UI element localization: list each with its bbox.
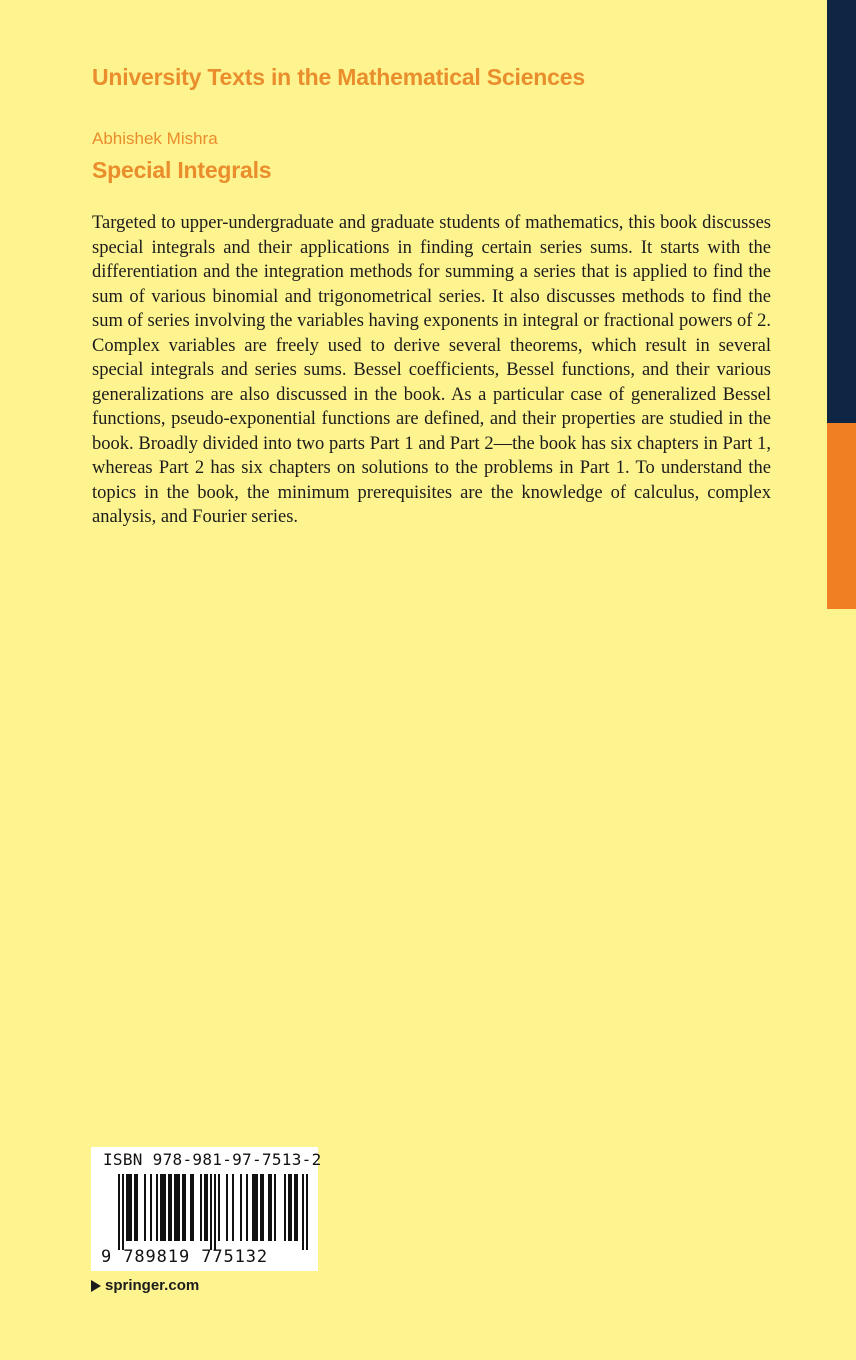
barcode-bar — [252, 1174, 254, 1241]
triangle-right-icon — [90, 1279, 102, 1293]
barcode-bar — [184, 1174, 186, 1241]
barcode-bar — [306, 1174, 308, 1250]
barcode-bar — [302, 1174, 304, 1250]
isbn-label: ISBN 978-981-97-7513-2 — [103, 1150, 322, 1169]
barcode-bar — [262, 1174, 264, 1241]
barcode-bar — [164, 1174, 166, 1241]
barcode-bar — [232, 1174, 234, 1241]
barcode-bar — [260, 1174, 262, 1241]
barcode-bar — [214, 1174, 216, 1250]
barcode-bar — [144, 1174, 146, 1241]
barcode-bar — [128, 1174, 130, 1241]
barcode-bar — [174, 1174, 176, 1241]
barcode-bar — [294, 1174, 296, 1241]
barcode-bar — [200, 1174, 202, 1241]
barcode-bar — [288, 1174, 290, 1241]
barcode-bar — [226, 1174, 228, 1241]
barcode-bar — [176, 1174, 178, 1241]
book-title: Special Integrals — [92, 157, 272, 183]
barcode-bar — [136, 1174, 138, 1241]
barcode-bar — [274, 1174, 276, 1241]
barcode-bar — [122, 1174, 124, 1250]
barcode-bar — [156, 1174, 158, 1241]
barcode-bar — [118, 1174, 120, 1250]
barcode-bar — [170, 1174, 172, 1241]
barcode-bar — [182, 1174, 184, 1241]
barcode-bar — [246, 1174, 248, 1241]
barcode-bar — [130, 1174, 132, 1241]
barcode-bar — [150, 1174, 152, 1241]
barcode-digits: 9 789819 775132 — [101, 1247, 269, 1267]
series-title: University Texts in the Mathematical Sciences — [92, 64, 585, 90]
publisher-link[interactable] — [90, 1276, 199, 1296]
barcode-bar — [284, 1174, 286, 1241]
barcode-bar — [218, 1174, 220, 1241]
barcode-bar — [190, 1174, 192, 1241]
spine-navy-band — [827, 0, 856, 423]
barcode-bar — [204, 1174, 206, 1241]
barcode-bar — [126, 1174, 128, 1241]
barcode-bar — [240, 1174, 242, 1241]
barcode-bar — [268, 1174, 270, 1241]
barcode-bar — [254, 1174, 256, 1241]
author-name: Abhishek Mishra — [92, 129, 218, 148]
isbn-barcode — [91, 1147, 322, 1271]
barcode-bar — [168, 1174, 170, 1241]
barcode-bar — [134, 1174, 136, 1241]
barcode-bar — [290, 1174, 292, 1241]
barcode-bar — [256, 1174, 258, 1241]
barcode-bar — [210, 1174, 212, 1250]
barcode-bar — [206, 1174, 208, 1241]
barcode-bar — [178, 1174, 180, 1241]
publisher-website[interactable]: springer.com — [105, 1277, 200, 1294]
spine-orange-band — [827, 423, 856, 609]
barcode-bar — [160, 1174, 162, 1241]
book-description: Targeted to upper-undergraduate and graduate students of mathematics, this book discusses special integrals and their applications in finding certain series sums. It starts with the differentiation and the integration methods for summing a series that is applied to find the sum of various binomial and trigonometrical series. It also discusses methods to find the sum of series involving the variables having exponents in integral or fractional powers of 2. Complex variables are freely used to derive several theorems, which result in several special integrals and series sums. Bessel coefficients, Bessel functions, and their various generalizations are also discussed in the book. As a particular case of generalized Bessel functions, pseudo-exponential functions are defined, and their properties are studied in the book. Broadly divided into two parts Part 1 and Part 2—the book has six chapters in Part 1, whereas Part 2 has six chapters on solutions to the problems in Part 1. To understand the topics in the book, the minimum prerequisites are the knowledge of calculus, complex analysis, and Fourier series. — [92, 213, 771, 527]
barcode-bar — [270, 1174, 272, 1241]
barcode-bar — [162, 1174, 164, 1241]
barcode-bar — [296, 1174, 298, 1241]
barcode-bar — [192, 1174, 194, 1241]
